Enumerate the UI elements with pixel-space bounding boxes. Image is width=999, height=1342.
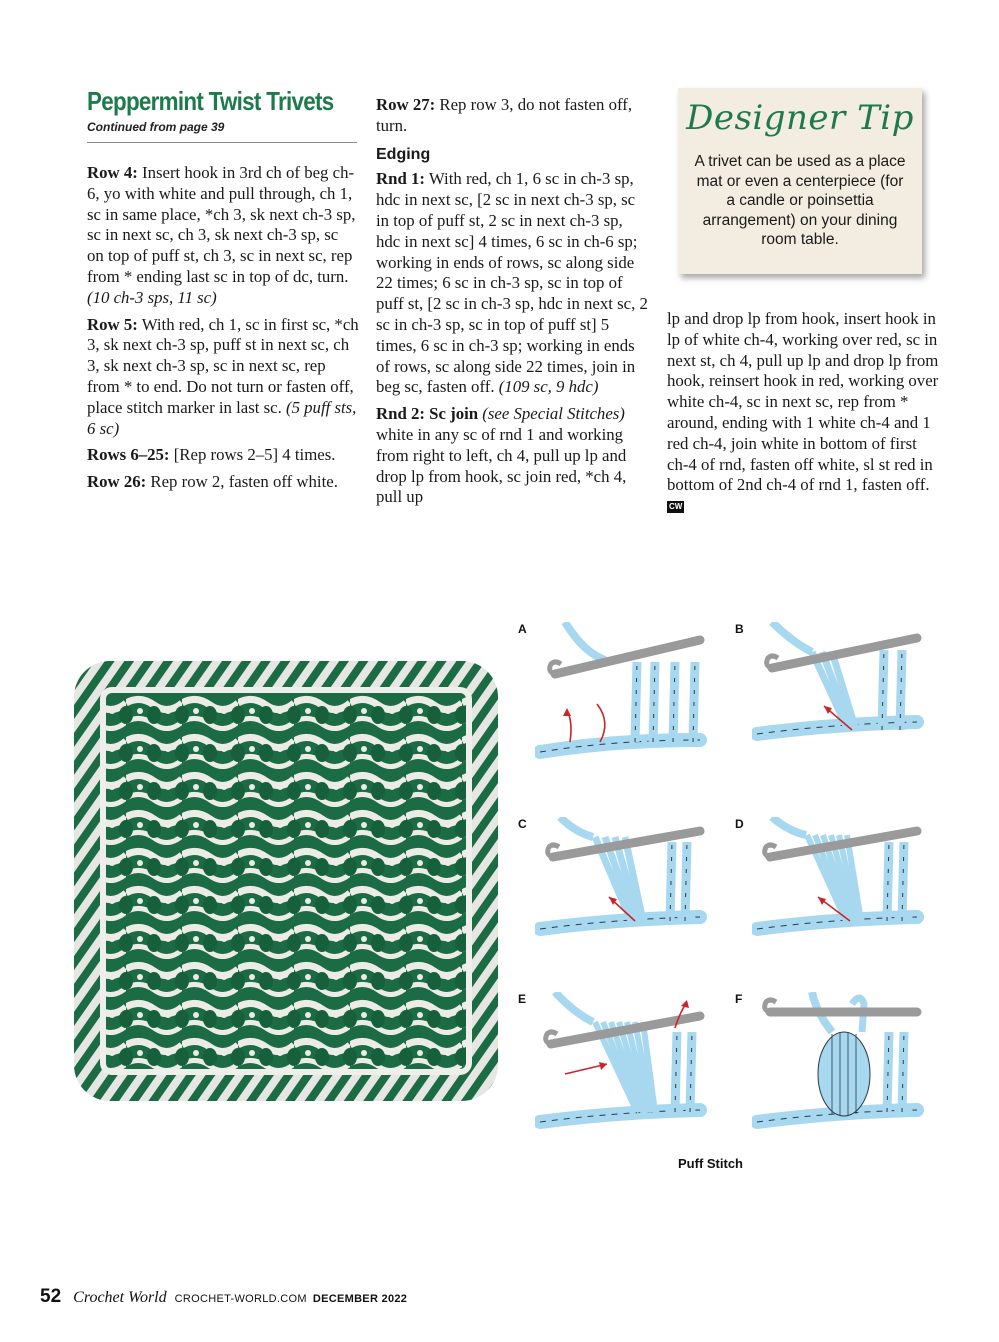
diagram-e — [535, 992, 710, 1142]
diagram-a — [535, 622, 710, 772]
magazine-name: Crochet World — [73, 1289, 167, 1306]
article-title: Peppermint Twist Trivets — [87, 86, 334, 116]
trivet-photo — [70, 655, 506, 1107]
designer-tip-title: Designer Tip — [686, 98, 914, 138]
rnd-2-continued — [667, 309, 942, 517]
row-5-label: Row 5: — [87, 314, 138, 334]
designer-tip-box — [678, 88, 922, 274]
rnd-2-label: Rnd 2: Sc join — [376, 404, 479, 424]
trivet-body — [106, 693, 466, 1069]
row-27-label: Row 27: — [376, 95, 436, 114]
rnd-1-count: (109 sc, 9 hdc) — [498, 377, 599, 397]
diagram-label-a: A — [518, 622, 527, 636]
rnd-1-text: With red, ch 1, 6 sc in ch-3 sp, hdc in next sc, [2 sc in next ch-3 sp, sc in top of puff st, 2 sc in next ch-3 sp, hdc in next sc] 4 times, 6 sc in ch-6 sp; working in ends of rows, sc along side 22 times; 6 sc in ch-3 sp, sc in top of puff st, [2 sc in ch-3 sp, hdc in next sc, 2 sc in ch-3 sp, sc in top of puff st] 5 times, 6 sc in ch-3 sp; working in ends of rows, sc along side 22 times, join in beg sc, fasten off. — [376, 169, 648, 397]
issue-date: DECEMBER 2022 — [312, 1293, 408, 1305]
diagram-label-f: F — [735, 992, 743, 1006]
rnd-1-paragraph — [376, 169, 648, 398]
column-2 — [376, 95, 648, 514]
row-26-paragraph — [87, 472, 359, 493]
row-26-label: Row 26: — [87, 472, 147, 492]
diagram-label-c: C — [518, 817, 527, 831]
diagram-label-e: E — [518, 992, 527, 1006]
rows-6-25-text: [Rep rows 2–5] 4 times. — [169, 445, 336, 465]
row-5-text: With red, ch 1, sc in first sc, *ch 3, sk next ch-3 sp, puff st in next sc, ch 3, sk next ch-3 sp, sc in next sc, rep from * to end. Do not turn or fasten off, place stitch marker in last sc. — [87, 314, 359, 417]
rnd-2-note: (see Special Stitches) — [478, 404, 625, 424]
title-divider — [87, 142, 357, 143]
diagram-label-b: B — [735, 622, 744, 636]
rows-6-25-label: Rows 6–25: — [87, 445, 170, 465]
row-4-count: (10 ch-3 sps, 11 sc) — [87, 287, 217, 307]
diagram-label-d: D — [735, 817, 744, 831]
row-4-text: Insert hook in 3rd ch of beg ch-6, yo with white and pull through, ch 1, sc in same place, *ch 3, sk next ch-3 sp, sc in next sc, ch 3, sk next ch-3 sp, sc on top of puff st, ch 3, sc in next sc, rep from * ending last sc in top of dc, turn. — [87, 163, 356, 286]
cw-end-mark: CW — [669, 502, 683, 512]
page-number: 52 — [40, 1286, 62, 1307]
row-27-text: Rep row 3, do not fasten off, turn. — [376, 95, 633, 135]
rnd-1-label: Rnd 1: — [376, 169, 425, 189]
rnd-2-text: white in any sc of rnd 1 and working from right to left, ch 4, pull up lp and drop lp from hook, sc join red, *ch 4, pull up — [376, 424, 627, 507]
rnd-2-continued-text: lp and drop lp from hook, insert hook in lp of white ch-4, working over red, sc in next st, ch 4, pull up lp and drop lp from hook, reinsert hook in red, working over white ch-4, sc in next sc, rep from * around, ending with 1 white ch-4 and 1 red ch-4, join white in bottom of first ch-4 of rnd, fasten off white, sl st red in bottom of 2nd ch-4 of rnd 1, fasten off. — [667, 309, 939, 495]
designer-tip-text: A trivet can be used as a place mat or even a centerpiece (for a candle or poinsettia arrangement) on your dining room table. — [694, 153, 906, 248]
row-27-paragraph — [376, 95, 648, 137]
continued-note: Continued from page 39 — [87, 120, 225, 134]
website: CROCHET-WORLD.COM — [174, 1293, 307, 1305]
column-1 — [87, 163, 359, 499]
row-5-paragraph — [87, 315, 359, 440]
row-5-count: (5 puff sts, 6 sc) — [87, 397, 357, 438]
rnd-2-paragraph — [376, 404, 648, 508]
puff-stitch-caption: Puff Stitch — [678, 1156, 743, 1171]
diagram-b — [752, 622, 927, 772]
row-4-paragraph — [87, 163, 359, 309]
rows-6-25-paragraph — [87, 445, 359, 466]
row-4-label: Row 4: — [87, 163, 138, 182]
page-footer — [40, 1286, 407, 1308]
diagram-d — [752, 817, 927, 967]
row-26-text: Rep row 2, fasten off white. — [146, 472, 338, 492]
column-3 — [667, 309, 942, 523]
edging-heading: Edging — [376, 145, 431, 163]
diagram-f — [752, 992, 927, 1142]
diagram-c — [535, 817, 710, 967]
